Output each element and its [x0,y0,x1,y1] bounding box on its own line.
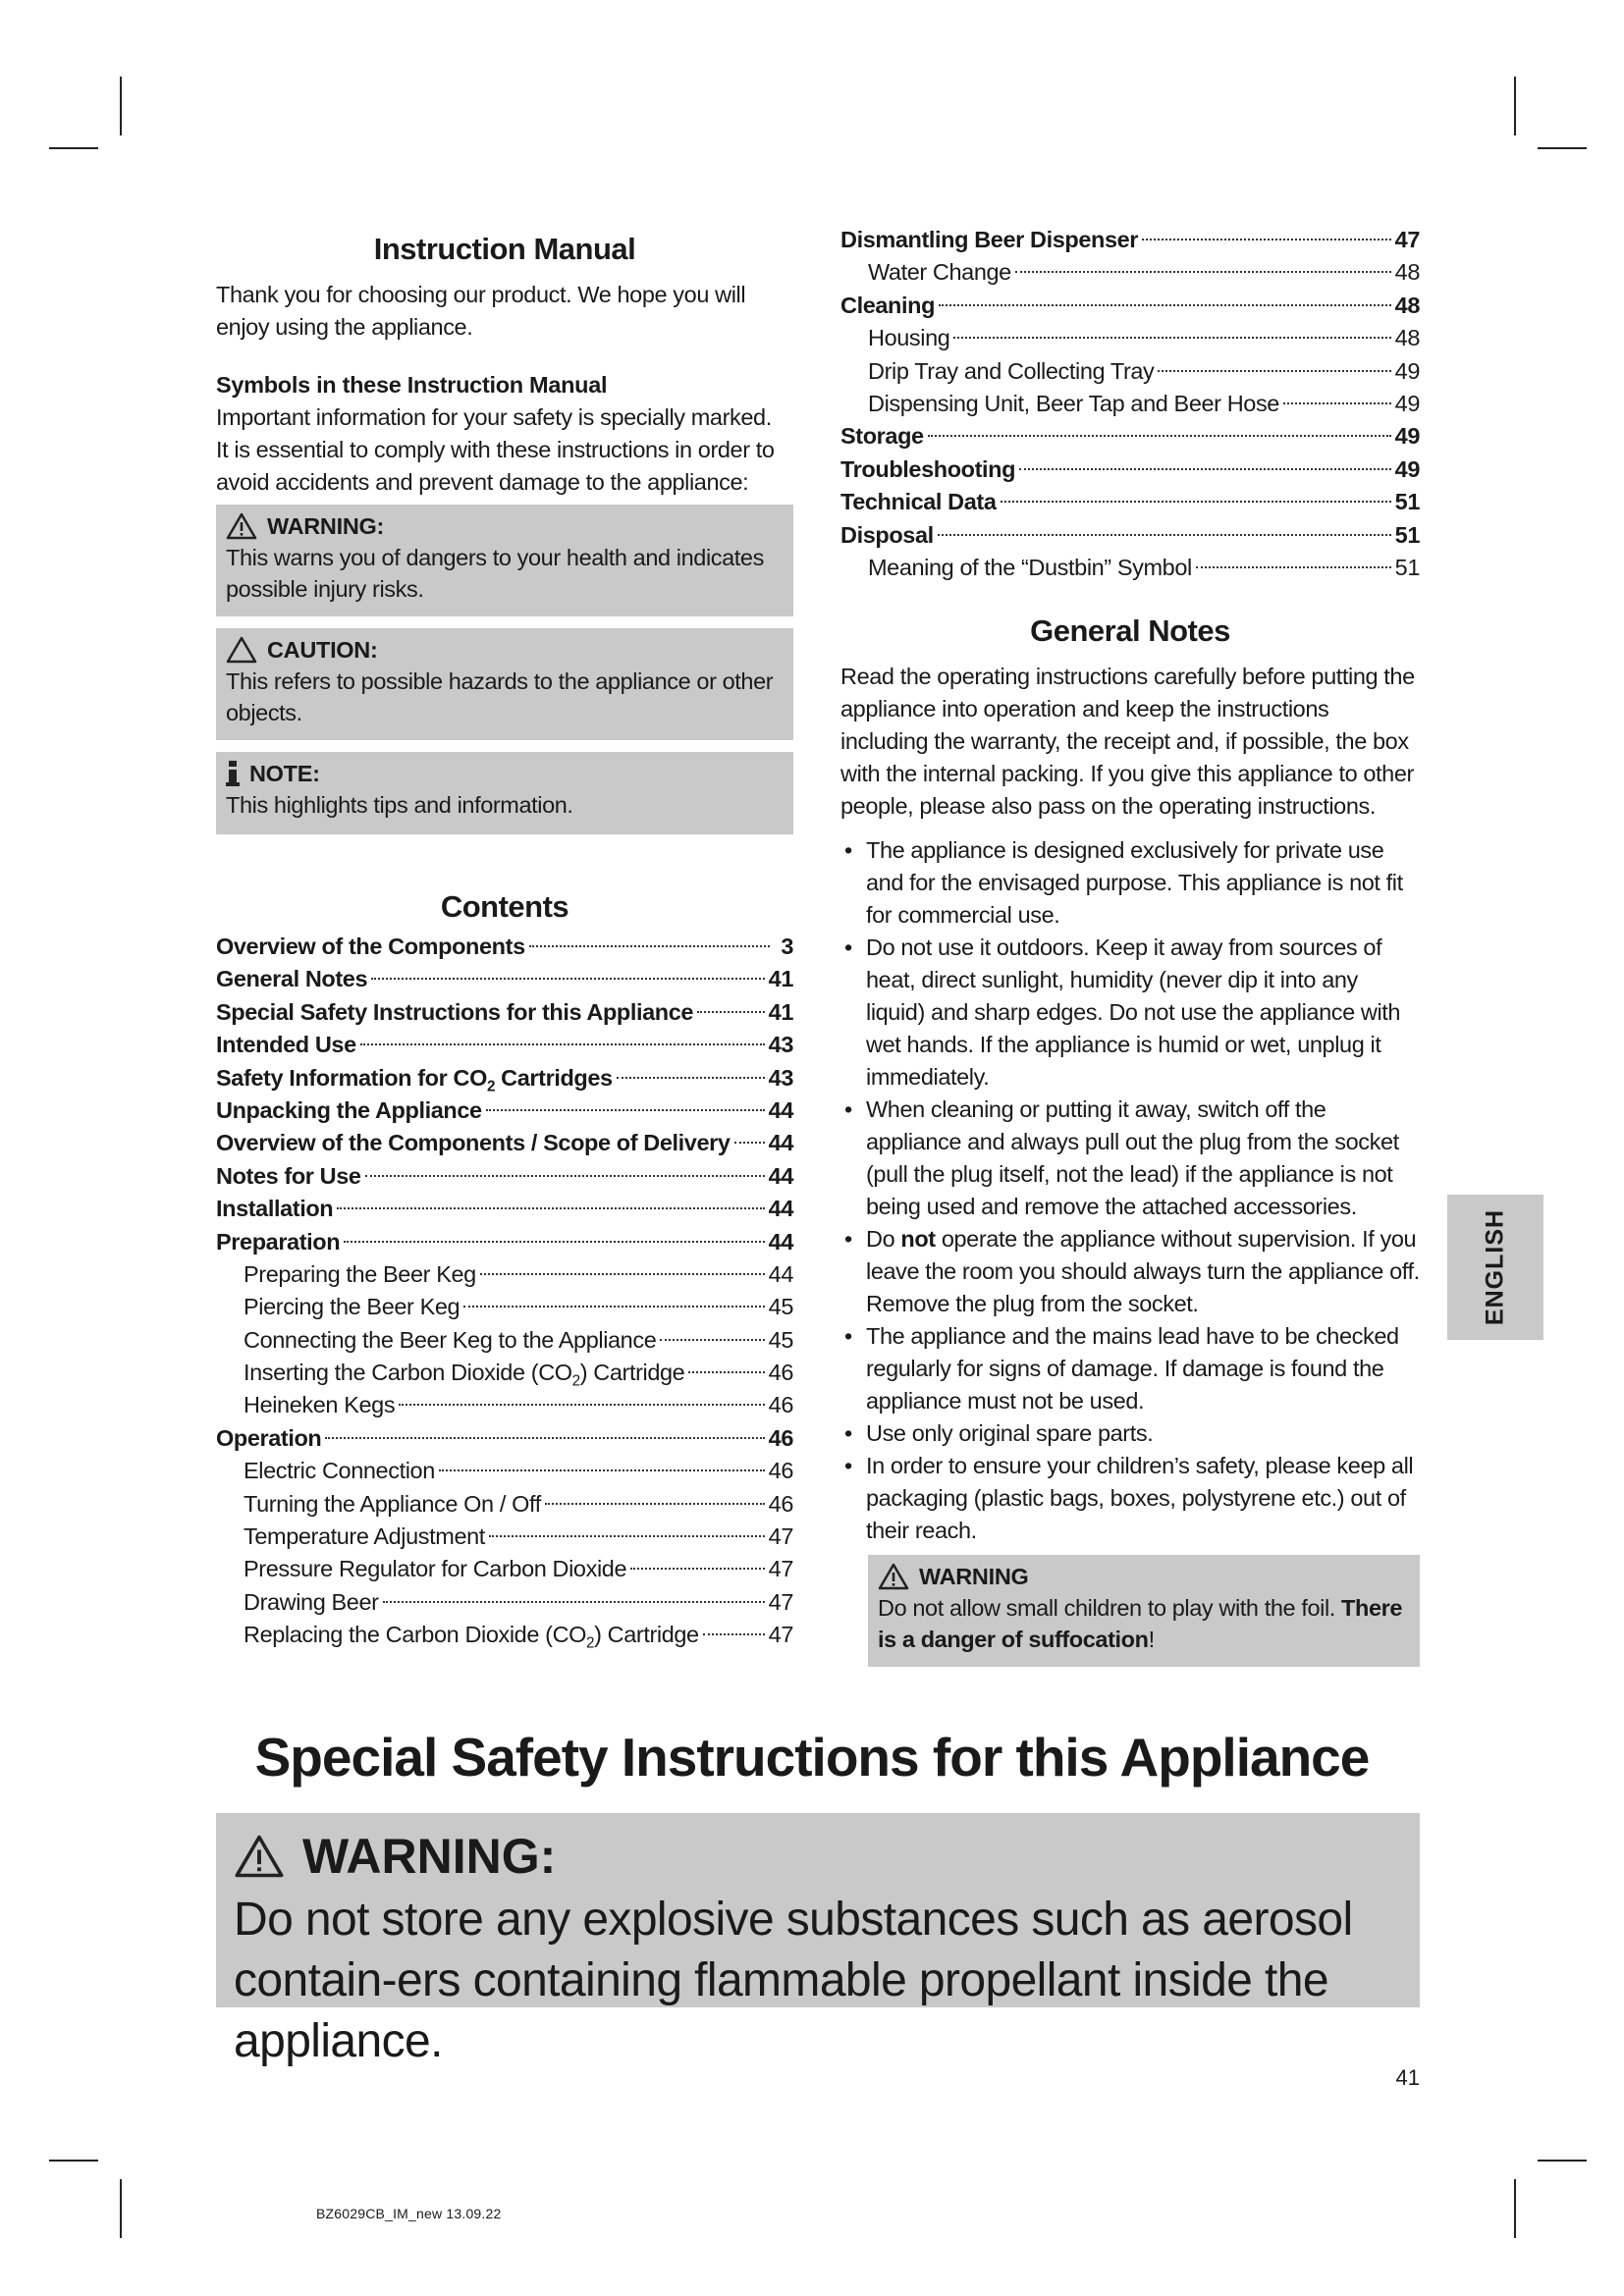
toc-entry-label: Overview of the Components [216,934,525,959]
warning-triangle-icon [226,512,257,540]
toc-entry-label: Heineken Kegs [244,1392,396,1418]
left-column [216,232,793,1652]
toc-entry-label: Troubleshooting [840,455,1016,482]
note-box-text: This highlights tips and information. [226,792,573,818]
special-warning-box [216,1813,1420,2067]
crop-mark [1538,2160,1587,2162]
toc-leader-dots [703,1633,765,1635]
list-item: • Do not use it outdoors. Keep it away from sources of heat, direct sunlight, humidity (never dip it into any liquid) and sharp edges. Do not use the appliance with wet hands. If the appliance is humid or wet, unplug it immediately. [844,934,1401,1091]
toc-leader-dots [697,1011,765,1013]
warning-box-title: WARNING: [226,510,784,542]
toc-entry [840,355,1420,388]
toc-entry-label: Dismantling Beer Dispenser [840,227,1139,252]
toc-entry-label: Storage [840,423,924,450]
language-tab [1447,1195,1543,1340]
symbols-heading: Symbols in these Instruction Manual [216,372,608,398]
toc-entry-label: Installation [216,1196,334,1222]
general-notes-title: General Notes [1030,614,1230,649]
caution-triangle-icon [226,636,257,664]
toc-entry-label: Intended Use [216,1032,356,1058]
toc-leader-dots [1158,370,1390,372]
toc-entry [840,388,1420,420]
toc-entry-page: 46 [768,1424,793,1451]
toc-entry-page: 47 [768,1588,793,1615]
toc-entry-label: Piercing the Beer Keg [244,1294,460,1320]
note-box-title: NOTE: [226,758,784,789]
toc-leader-dots [439,1469,765,1471]
warning-box-text: This warns you of dangers to your health and indicates possible injury risks. [226,545,764,602]
toc-entry-label: Cleaning [840,292,936,318]
toc-leader-dots [660,1339,764,1341]
toc-entry-page: 44 [768,1260,793,1287]
toc-entry [216,1586,793,1619]
toc-entry-page: 51 [1394,489,1420,515]
list-item: • When cleaning or putting it away, switch off the appliance and always pull out the plug from the socket (pull the plug itself, not the lead) if the appliance is not being used and remove the attached accessories. [844,1096,1399,1220]
crop-mark [1514,77,1516,135]
note-box [216,752,793,834]
toc-leader-dots [337,1207,764,1209]
list-item: • In order to ensure your children’s safety, please keep all packaging (plastic bags, boxes, polystyrene etc.) out of their reach. [844,1453,1414,1544]
toc-entry-label: Pressure Regulator for Carbon Dioxide [244,1556,627,1582]
toc-entry [216,963,793,995]
toc-entry-page: 47 [768,1556,793,1582]
list-item: • Do not operate the appliance without supervision. If you leave the room you should always turn the appliance off. Remove the plug from the socket. [844,1226,1420,1317]
toc-entry-page: 3 [781,934,793,959]
toc-entry-page: 46 [768,1360,793,1386]
caution-box-title: CAUTION: [226,634,784,666]
symbols-text-2: It is essential to comply with these instructions in order to avoid accidents and prevent damage to the appliance: [216,437,775,495]
toc-entry [216,1127,793,1159]
symbols-text-1: Important information for your safety is specially marked. [216,404,772,430]
right-column [840,227,1420,1667]
crop-mark [120,2179,122,2238]
contents-list-right [840,224,1420,584]
toc-leader-dots [545,1503,765,1505]
crop-mark [49,147,98,149]
toc-entry-label: Special Safety Instructions for this Appliance [216,998,694,1025]
special-warning-title: WARNING: [234,1827,1402,1886]
foil-warning-box [868,1555,1420,1667]
toc-leader-dots [1196,566,1391,568]
toc-leader-dots [1001,501,1391,503]
toc-leader-dots [617,1077,765,1079]
toc-entry [840,224,1420,256]
toc-entry-page: 44 [768,1228,793,1255]
special-warning-text: Do not store any explosive substances such as aerosol contain-ers containing flammable propellant inside the appliance. [234,1894,1353,2067]
toc-entry [216,1422,793,1455]
warning-triangle-icon [878,1563,909,1590]
language-tab-label: ENGLISH [1481,1208,1509,1326]
toc-entry [216,1258,793,1291]
toc-entry [840,454,1420,486]
toc-leader-dots [939,304,1391,306]
toc-entry-page: 45 [768,1294,793,1320]
toc-entry-page: 44 [768,1196,793,1222]
toc-entry [216,1357,793,1389]
toc-entry-label: Unpacking the Appliance [216,1096,482,1123]
toc-entry [840,290,1420,322]
toc-entry-page: 44 [768,1130,793,1156]
toc-entry-page: 48 [1394,292,1420,318]
toc-leader-dots [480,1273,765,1275]
foil-warning-title: WARNING [878,1561,1410,1592]
crop-mark [1538,147,1587,149]
toc-leader-dots [928,435,1391,437]
toc-entry-page: 43 [768,1064,793,1091]
toc-entry-label: Drawing Beer [244,1588,379,1615]
page-number: 41 [1395,2065,1420,2090]
toc-entry-label: Electric Connection [244,1458,435,1484]
toc-leader-dots [630,1568,765,1570]
toc-entry [840,552,1420,584]
foil-warning-text: Do not allow small children to play with the foil. There is a danger of suffocation! [878,1595,1403,1653]
toc-entry-label: Replacing the Carbon Dioxide $(CO_2)$ Cartridge [244,1622,699,1652]
toc-entry-label: Housing [868,325,950,351]
toc-entry-page: 49 [1394,423,1420,450]
toc-entry-page: 51 [1394,554,1420,580]
toc-entry-label: Technical Data [840,489,997,515]
contents-title: Contents [440,889,569,924]
footer-file-id: BZ6029CB_IM_new 13.09.22 [316,2206,502,2221]
toc-entry-label: General Notes [216,966,368,992]
toc-entry [216,1553,793,1585]
toc-entry-page: 47 [768,1523,793,1550]
toc-leader-dots [360,1043,765,1045]
toc-leader-dots [938,534,1391,536]
toc-entry [840,420,1420,453]
crop-mark [49,2160,98,2162]
toc-entry-page: 45 [768,1326,793,1353]
contents-list-left [216,931,793,1652]
toc-entry [840,519,1420,552]
toc-leader-dots [1015,271,1391,273]
toc-leader-dots [1283,402,1391,404]
manual-title: Instruction Manual [373,232,636,266]
toc-entry-page: 51 [1394,521,1420,548]
toc-entry-label: Inserting the Carbon Dioxide $(CO_2)$ Cartridge [244,1360,685,1390]
toc-leader-dots [325,1437,764,1439]
toc-leader-dots [489,1535,765,1537]
toc-entry-page: 48 [1394,325,1420,351]
toc-entry-label: Dispensing Unit, Beer Tap and Beer Hose [868,390,1279,416]
toc-entry-page: 41 [768,966,793,992]
list-item: • Use only original spare parts. [844,1420,1154,1447]
toc-entry [216,1226,793,1258]
toc-leader-dots [529,945,770,947]
list-item: • The appliance is designed exclusively for private use and for the envisaged purpose. This appliance is not fit for commercial use. [844,837,1403,929]
toc-entry [216,1062,793,1095]
toc-entry [840,256,1420,289]
toc-entry-label: Water Change [868,259,1011,286]
toc-entry-label: Preparing the Beer Keg [244,1260,476,1287]
toc-entry-label: Connecting the Beer Keg to the Appliance [244,1326,657,1353]
toc-leader-dots [688,1371,764,1373]
toc-entry-page: 49 [1394,357,1420,384]
toc-leader-dots [463,1306,764,1308]
toc-entry-label: Safety Information for $CO_2$ Cartridges [216,1064,613,1095]
toc-entry-page: 47 [768,1622,793,1648]
general-notes-intro: Read the operating instructions carefully before putting the appliance into operation and keep the instructions including the warranty, the receipt and, if possible, the box with the internal packing. If you give this appliance to other people, please also pass on the operating instructions. [840,664,1415,820]
thanks-text: Thank you for choosing our product. We hope you will enjoy using the appliance. [216,282,746,340]
caution-box [216,628,793,740]
toc-entry-page: 46 [768,1392,793,1418]
toc-entry-label: Notes for Use [216,1162,361,1189]
toc-entry [216,931,793,963]
toc-entry-page: 49 [1394,455,1420,482]
toc-entry-page: 44 [768,1096,793,1123]
toc-entry-label: Overview of the Components / Scope of Delivery [216,1130,731,1156]
toc-leader-dots [953,337,1390,339]
toc-entry-page: 41 [768,998,793,1025]
toc-entry-page: 49 [1394,390,1420,416]
warning-triangle-icon [234,1834,285,1879]
toc-entry-page: 46 [768,1458,793,1484]
toc-leader-dots [486,1109,765,1111]
toc-leader-dots [344,1241,764,1243]
toc-leader-dots [371,978,765,980]
toc-entry [216,1160,793,1193]
toc-entry-page: 43 [768,1032,793,1058]
toc-entry [216,1291,793,1323]
toc-entry [216,1455,793,1487]
crop-mark [120,77,122,135]
toc-entry [840,486,1420,518]
toc-entry-label: Drip Tray and Collecting Tray [868,357,1155,384]
toc-entry [216,1029,793,1061]
toc-entry [840,322,1420,354]
toc-entry [216,1619,793,1651]
list-item: • The appliance and the mains lead have to be checked regularly for signs of damage. If damage is found the appliance must not be used. [844,1323,1399,1415]
toc-leader-dots [383,1601,765,1603]
special-safety-title: Special Safety Instructions for this Appliance [254,1727,1370,1788]
toc-entry-page: 47 [1394,227,1420,252]
toc-entry-label: Meaning of the “Dustbin” Symbol [868,554,1192,580]
toc-entry-label: Temperature Adjustment [244,1523,485,1550]
toc-entry [216,1324,793,1357]
toc-entry-page: 44 [768,1162,793,1189]
caution-box-text: This refers to possible hazards to the appliance or other objects. [226,668,774,725]
toc-entry-label: Operation [216,1424,322,1451]
toc-leader-dots [365,1175,765,1177]
general-notes-bullets [840,834,1420,1547]
info-i-icon [226,761,240,786]
crop-mark [1514,2179,1516,2238]
toc-entry-page: 48 [1394,259,1420,286]
toc-entry [216,1521,793,1553]
toc-entry [216,996,793,1029]
toc-entry-page: 46 [768,1490,793,1517]
toc-entry [216,1193,793,1225]
toc-entry [216,1488,793,1521]
toc-leader-dots [399,1404,764,1406]
toc-leader-dots [734,1142,765,1144]
toc-entry-label: Preparation [216,1228,341,1255]
warning-box [216,505,793,616]
toc-entry-label: Turning the Appliance On / Off [244,1490,541,1517]
toc-entry-label: Disposal [840,521,934,548]
toc-leader-dots [1142,239,1391,240]
toc-leader-dots [1019,468,1391,470]
